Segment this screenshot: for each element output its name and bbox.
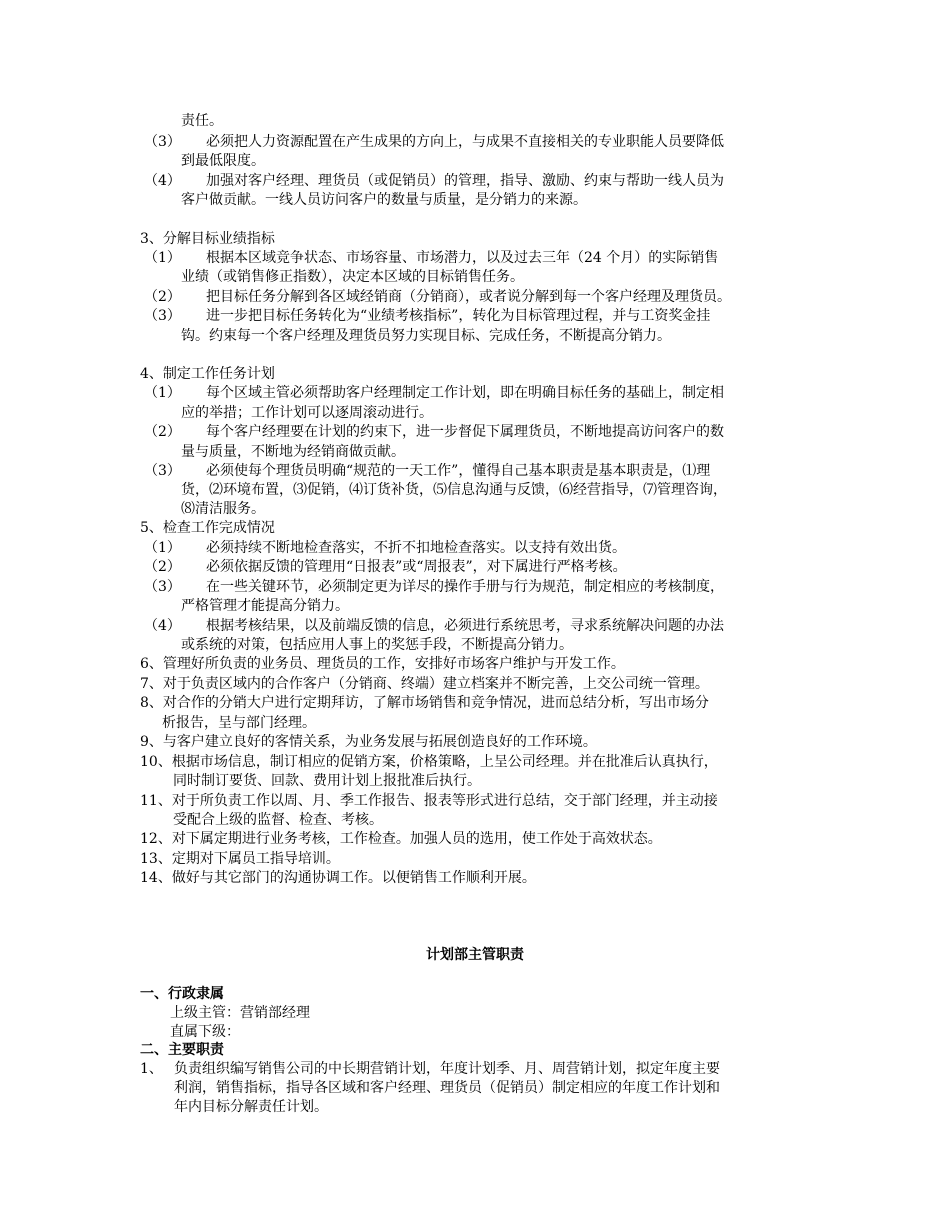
section-title: 计划部主管职责 <box>426 947 524 963</box>
document-page: 责任。 （3） 必须把人力资源配置在产生成果的方向上，与成果不直接相关的专业职能人员要降低 到最低限度。 （4） 加强对客户经理、理货员（或促销员）的管理，指导、激励、约束与帮助一线人员为 客户做贡献。一线人员访问客户的数量与质量，是分销力的来源。 3、分解目标业绩指标 （1） 根据本区域竞争状态、市场容量、市场潜力，以及过去三年（24 个月）的实际销售 业绩（或销售修正指数），决定本区域的目标销售任务。 （2） 把目标任务分解到各区域经销商（分销商），或者说分解到每一个客户经理及理货员。 （3） 进一步把目标任务转化为“业绩考核指标”，转化为目标管理过程，并与工资奖金挂 钩。约束每一个客户经理及理货员努力实现目标、完成任务，不断提高分销力。 4、制定工作任务计划 （1） 每个区域主管必须帮助客户经理制定工作计划，即在明确目标任务的基础上，制定相 应的举措；工作计划可以逐周滚动进行。 （2） 每个客户经理要在计划的约束下，进一步督促下属理货员，不断地提高访问客户的数 量与质量，不断地为经销商做贡献。 （3） 必须使每个理货员明确“规范的一天工作”，懂得自己基本职责是基本职责是，⑴理 货，⑵环境布置，⑶促销，⑷订货补货，⑸信息沟通与反馈，⑹经营指导，⑺管理咨询， ⑻清洁服务。 5、检查工作完成情况 （1） 必须持续不断地检查落实，不折不扣地检查落实。以支持有效出货。 （2） 必须依据反馈的管理用“日报表”或“周报表”，对下属进行严格考核。 （3） 在一些关键环节，必须制定更为详尽的操作手册与行为规范，制定相应的考核制度， 严格管理才能提高分销力。 （4） 根据考核结果，以及前端反馈的信息，必须进行系统思考，寻求系统解决问题的办法 或系统的对策，包括应用人事上的奖惩手段，不断提高分销力。 6、管理好所负责的业务员、理货员的工作，安排好市场客户维护与开发工作。 7、对于负责区域内的合作客户（分销商、终端）建立档案并不断完善，上交公司统一管理。 8、对合作的分销大户进行定期拜访，了解市场销售和竞争情况，进而总结分析，写出市场分 析报告，呈与部门经理。 9、与客户建立良好的客情关系，为业务发展与拓展创造良好的工作环境。 10、根据市场信息，制订相应的促销方案，价格策略，上呈公司经理。并在批准后认真执行， 同时制订要货、回款、费用计划上报批准后执行。 11、对于所负责工作以周、月、季工作报告、报表等形式进行总结，交于部门经理，并主动接 受配合上级的监督、检查、考核。 12、对下属定期进行业务考核，工作检查。加强人员的选用，使工作处于高效状态。 13、定期对下属员工指导培训。 14、做好与其它部门的沟通协调工作。以便销售工作顺利开展。 计划部主管职责 一、行政隶属 上级主管：营销部经理 直属下级： 二、主要职责 1、 负责组织编写销售公司的中长期营销计划，年度计划季、月、周营销计划，拟定年度主要 利润，销售指标，指导各区域和客户经理、理货员（促销员）制定相应的年度工作计划和 年内目标分解责任计划。 <box>0 0 950 1230</box>
